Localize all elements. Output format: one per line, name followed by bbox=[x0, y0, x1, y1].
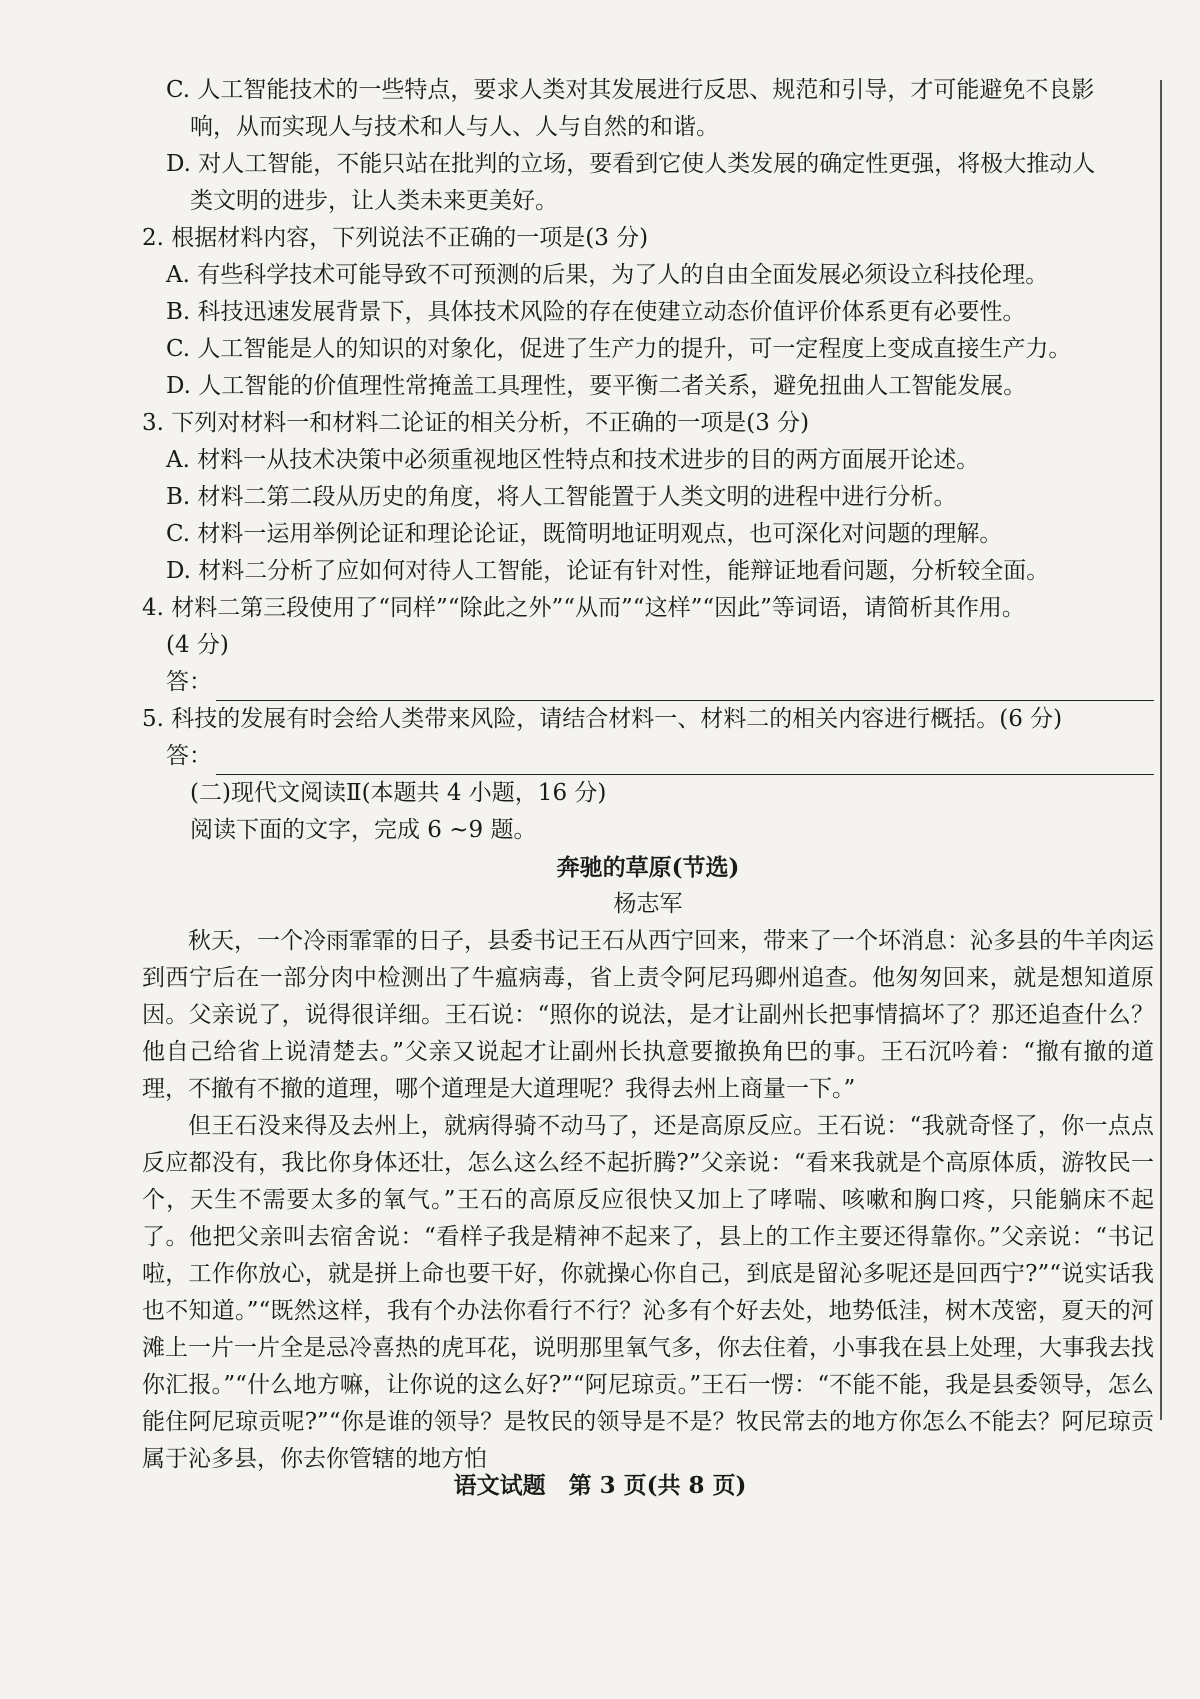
q4-answer-line[interactable] bbox=[216, 674, 1154, 701]
q3-option-b: B. 材料二第二段从历史的角度，将人工智能置于人类文明的进程中进行分析。 bbox=[166, 484, 957, 510]
q4-stem: 4. 材料二第三段使用了“同样”“除此之外”“从而”“这样”“因此”等词语，请简析其作用。 bbox=[142, 595, 1025, 621]
section2-heading: (二)现代文阅读Ⅱ(本题共 4 小题，16 分) bbox=[190, 780, 607, 806]
q3-option-a: A. 材料一从技术决策中必须重视地区性特点和技术进步的目的两方面展开论述。 bbox=[166, 447, 980, 473]
binding-margin-line bbox=[1160, 80, 1162, 1420]
q3-option-c: C. 材料一运用举例论证和理论论证，既简明地证明观点，也可深化对问题的理解。 bbox=[166, 521, 1003, 547]
q2-option-a: A. 有些科学技术可能导致不可预测的后果，为了人的自由全面发展必须设立科技伦理。 bbox=[166, 262, 1049, 288]
passage-paragraph-2: 但王石没来得及去州上，就病得骑不动马了，还是高原反应。王石说：“我就奇怪了，你一点点反应都没有，我比你身体还壮，怎么这么经不起折腾?”父亲说：“看来我就是个高原体质，游牧民一个，天生不需要太多的氧气。”王石的高原反应很快又加上了哮喘、咳嗽和胸口疼，只能躺床不起了。他把父亲叫去宿舍说：“看样子我是精神不起来了，县上的工作主要还得靠你。”父亲说：“书记啦，工作你放心，就是拼上命也要干好，你就操心你自己，到底是留沁多呢还是回西宁?”“说实话我也不知道。”“既然这样，我有个办法你看行不行？沁多有个好去处，地势低洼，树木茂密，夏天的河滩上一片一片全是忌冷喜热的虎耳花，说明那里氧气多，你去住着，小事我在县上处理，大事我去找你汇报。”“什么地方嘛，让你说的这么好?”“阿尼琼贡。”王石一愣：“不能不能，我是县委领导，怎么能住阿尼琼贡呢?”“你是谁的领导？是牧民的领导是不是？牧民常去的地方你怎么不能去？阿尼琼贡属于沁多县，你去你管辖的地方怕 bbox=[142, 1113, 1154, 1472]
q2-option-c: C. 人工智能是人的知识的对象化，促进了生产力的提升，可一定程度上变成直接生产力。 bbox=[166, 336, 1072, 362]
passage-author: 杨志军 bbox=[613, 891, 683, 917]
passage-paragraph-1: 秋天，一个冷雨霏霏的日子，县委书记王石从西宁回来，带来了一个坏消息：沁多县的牛羊肉运到西宁后在一部分肉中检测出了牛瘟病毒，省上责令阿尼玛卿州追查。他匆匆回来，就是想知道原因。父亲说了，说得很详细。王石说：“照你的说法，是才让副州长把事情搞坏了？那还追查什么？他自己给省上说清楚去。”父亲又说起才让副州长执意要撤换角巴的事。王石沉吟着：“撤有撤的道理，不撤有不撤的道理，哪个道理是大道理呢？我得去州上商量一下。” bbox=[142, 928, 1154, 1102]
q1-option-d-line1: D. 对人工智能，不能只站在批判的立场，要看到它使人类发展的确定性更强，将极大推动人 bbox=[166, 151, 1096, 177]
section2-instruction: 阅读下面的文字，完成 6 ~9 题。 bbox=[190, 817, 537, 843]
q1-option-d-line2: 类文明的进步，让人类未来更美好。 bbox=[190, 188, 558, 214]
q5-answer-label: 答： bbox=[166, 743, 212, 769]
q5-answer-line[interactable] bbox=[216, 748, 1154, 775]
q1-option-c-line1: C. 人工智能技术的一些特点，要求人类对其发展进行反思、规范和引导，才可能避免不良影 bbox=[166, 77, 1095, 103]
q2-option-b: B. 科技迅速发展背景下，具体技术风险的存在使建立动态价值评价体系更有必要性。 bbox=[166, 299, 1026, 325]
q4-score: (4 分) bbox=[166, 632, 229, 658]
q5-answer-row bbox=[142, 738, 1154, 775]
q1-option-c-line2: 响，从而实现人与技术和人与人、人与自然的和谐。 bbox=[190, 114, 719, 140]
q5-stem: 5. 科技的发展有时会给人类带来风险，请结合材料一、材料二的相关内容进行概括。(6 分) bbox=[142, 706, 1063, 732]
q2-option-d: D. 人工智能的价值理性常掩盖工具理性，要平衡二者关系，避免扭曲人工智能发展。 bbox=[166, 373, 1027, 399]
passage-title: 奔驰的草原(节选) bbox=[556, 854, 740, 881]
q3-stem: 3. 下列对材料一和材料二论证的相关分析，不正确的一项是(3 分) bbox=[142, 410, 810, 436]
q4-answer-row bbox=[142, 664, 1154, 701]
page-content bbox=[142, 72, 1154, 1478]
q2-stem: 2. 根据材料内容，下列说法不正确的一项是(3 分) bbox=[142, 225, 649, 251]
q3-option-d: D. 材料二分析了应如何对待人工智能，论证有针对性，能辩证地看问题，分析较全面。 bbox=[166, 558, 1050, 584]
q4-answer-label: 答： bbox=[166, 669, 212, 695]
page-footer: 语文试题 第 3 页(共 8 页) bbox=[453, 1472, 747, 1499]
